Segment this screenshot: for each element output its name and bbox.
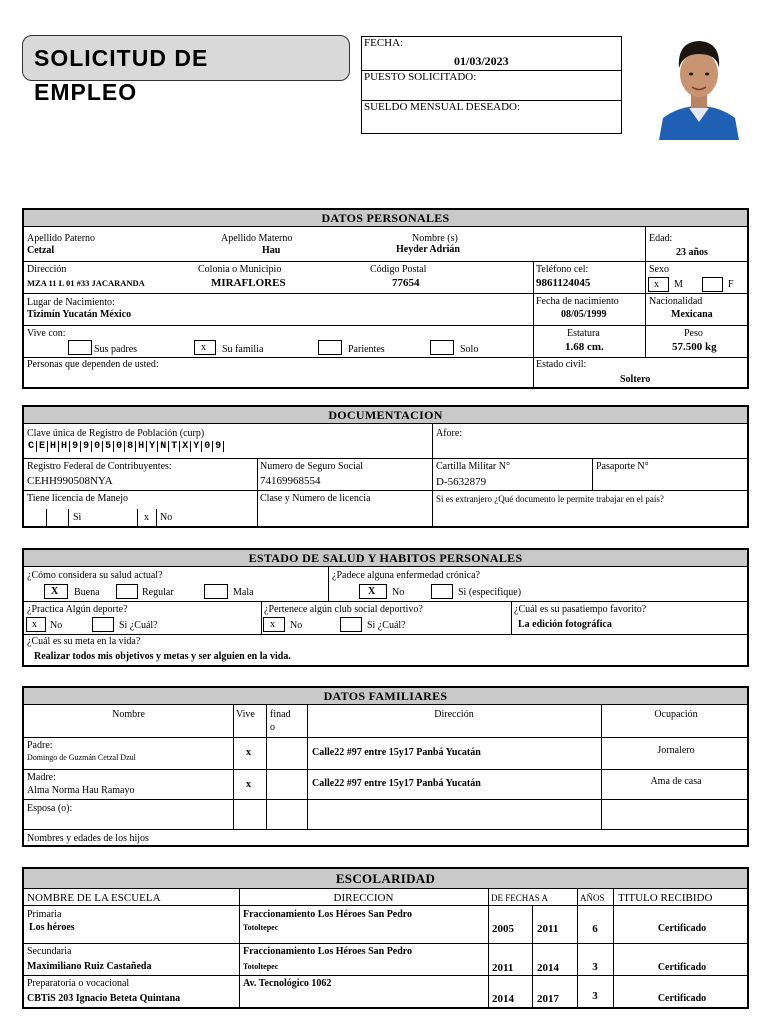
nss-label: Numero de Seguro Social [260,461,364,472]
estado-civil-label: Estado civil: [536,359,587,370]
fecha-nac-label: Fecha de nacimiento [536,296,619,307]
rfc-label: Registro Federal de Contribuyentes: [27,461,172,472]
col-escuela: NOMBRE DE LA ESCUELA [27,892,161,904]
col-direccion: DIRECCION [333,892,394,904]
colonia-value[interactable]: MIRAFLORES [211,277,286,289]
curp-char: 9 [81,441,92,452]
salud-buena-label: Buena [74,587,100,598]
edad-value[interactable]: 23 años [676,247,708,258]
esposa-label: Esposa (o): [27,803,73,814]
header-fields [361,36,622,134]
section-escolaridad [22,867,749,1009]
escuela-anos[interactable]: 3 [592,961,598,973]
sexo-f-checkbox[interactable] [702,277,723,292]
sexo-label: Sexo [649,264,669,275]
vive-solo-label: Solo [460,344,479,355]
licencia-label: Tiene licencia de Manejo [27,493,128,504]
meta-value[interactable]: Realizar todos mis objetivos y metas y ser alguien en la vida. [34,651,291,662]
salud-mala-checkbox[interactable] [204,584,228,599]
apellido-materno-label: Apellido Materno [221,233,293,244]
cartilla-value[interactable]: D-5632879 [436,476,487,488]
escuela-direccion-2[interactable]: Totoltepec [243,962,279,971]
deporte-si-label: Si ¿Cuál? [119,620,158,631]
lugar-label: Lugar de Nacimiento: [27,297,115,308]
vive-label: Vive con: [27,328,66,339]
escuela-anos[interactable]: 6 [592,923,598,935]
fecha-nac-value[interactable]: 08/05/1999 [561,309,607,320]
cp-label: Código Postal [370,264,427,275]
escuela-direccion[interactable]: Fraccionamiento Los Héroes San Pedro [243,946,413,957]
padre-label: Padre: [27,740,53,751]
club-question: ¿Pertenece algún club social deportivo? [264,604,423,615]
escuela-nivel: Preparatoria o vocacional [27,978,130,989]
nss-value[interactable]: 74169968554 [260,475,321,487]
escuela-de[interactable]: 2011 [492,962,514,974]
vive-parientes-checkbox[interactable] [318,340,342,355]
curp-char: 0 [202,441,213,452]
deporte-no-checkbox[interactable]: x [26,617,46,632]
curp-char: 8 [125,441,136,452]
nacionalidad-value[interactable]: Mexicana [671,309,713,320]
curp-char: C [26,441,37,452]
escuela-nivel: Primaria [27,909,62,920]
peso-label: Peso [684,328,703,339]
curp-char: 0 [114,441,125,452]
vive-familia-checkbox[interactable]: x [194,340,216,355]
escuela-a[interactable]: 2011 [537,923,559,935]
curp-label: Clave única de Registro de Población (curp) [27,428,205,439]
salud-buena-checkbox[interactable]: X [44,584,68,599]
section-familiares [22,686,749,847]
section-title: DATOS PERSONALES [24,210,747,227]
deporte-no-label: No [50,620,63,631]
escuela-titulo[interactable]: Certificado [657,923,707,934]
direccion-label: Dirección [27,264,67,275]
hijos-label: Nombres y edades de los hijos [27,833,149,844]
nombres-value[interactable]: Heyder Adrián [396,244,460,255]
colonia-label: Colonia o Municipio [198,264,282,275]
edad-label: Edad: [649,233,673,244]
fecha-value: 01/03/2023 [454,54,509,68]
curp-char: 9 [70,441,81,452]
rfc-value[interactable]: CEHH990508NYA [27,475,113,487]
cronica-question: ¿Padece alguna enfermedad crónica? [332,570,480,581]
col-fechas: DE FECHAS A [491,893,549,903]
vive-padres-checkbox[interactable] [68,340,92,355]
escuela-nivel: Secundaria [27,946,72,957]
apellido-paterno-value[interactable]: Cetzal [27,245,55,256]
clase-licencia-label: Clase y Numero de licencia [260,493,371,504]
lugar-value[interactable]: Tizimín Yucatán México [27,309,132,320]
curp-char: H [59,441,70,452]
dependientes-label: Personas que dependen de usted: [27,359,159,370]
club-si-label: Si ¿Cuál? [367,620,406,631]
escuela-titulo[interactable]: Certificado [657,993,707,1004]
cronica-si-label: Si (especifique) [458,587,522,598]
deporte-question: ¿Practica Algún deporte? [27,604,128,615]
fecha-label: FECHA: [364,37,404,49]
apellido-materno-value[interactable]: Hau [262,245,281,256]
vive-parientes-label: Parientes [348,344,385,355]
puesto-label: PUESTO SOLICITADO: [364,71,477,83]
sexo-m-label: M [674,279,683,290]
escuela-direccion[interactable]: Av. Tecnológico 1062 [243,978,332,989]
escuela-de[interactable]: 2014 [492,993,514,1005]
escuela-nombre[interactable]: CBTiS 203 Ignacio Beteta Quintana [27,993,181,1004]
vive-solo-checkbox[interactable] [430,340,454,355]
col-finado-a: finad [270,709,291,720]
escuela-a[interactable]: 2014 [537,962,559,974]
extranjero-label: Si es extranjero ¿Qué documento le permite trabajar en el país? [436,494,664,504]
salud-mala-label: Mala [233,587,254,598]
col-anos: AÑOS [580,893,605,903]
section-salud [22,548,749,667]
col-nombre: Nombre [112,709,145,720]
cp-value[interactable]: 77654 [392,277,420,289]
escuela-nombre[interactable]: Maximiliano Ruiz Castañeda [27,961,152,972]
nombres-label: Nombre (s) [412,233,458,244]
salud-regular-label: Regular [142,587,174,598]
escuela-direccion-2[interactable]: Totoltepec [243,923,279,932]
curp-char: T [169,441,180,452]
curp-char: E [37,441,48,452]
curp-char: H [136,441,147,452]
vive-padres-label: Sus padres [94,344,138,355]
section-title: ESCOLARIDAD [24,869,747,889]
cronica-si-checkbox[interactable] [431,584,453,599]
escuela-direccion[interactable]: Fraccionamiento Los Héroes San Pedro [243,909,413,920]
club-si-checkbox[interactable] [340,617,362,632]
curp-char: 5 [103,441,114,452]
madre-vive[interactable]: x [246,779,251,790]
direccion-value[interactable]: MZA 11 L 01 #33 JACARANDA [27,278,145,288]
escuela-a[interactable]: 2017 [537,993,559,1005]
section-title: DOCUMENTACION [24,407,747,424]
madre-label: Madre: [27,772,56,783]
col-finado-b: o [270,722,275,733]
sueldo-label: SUELDO MENSUAL DESEADO: [364,101,521,113]
salud-question: ¿Cómo considera su salud actual? [27,570,163,581]
applicant-photo [659,32,739,140]
peso-value[interactable]: 57.500 kg [672,341,717,353]
telefono-value[interactable]: 9861124045 [536,277,591,289]
curp-char: 0 [92,441,103,452]
nacionalidad-label: Nacionalidad [649,296,703,307]
meta-question: ¿Cuál es su meta en la vida? [27,636,141,647]
curp-char: Y [147,441,158,452]
curp-value[interactable] [26,441,224,452]
licencia-si-label[interactable]: Si [73,512,82,523]
apellido-paterno-label: Apellido Paterno [27,233,96,244]
fecha-field[interactable] [362,37,621,71]
padre-direccion[interactable]: Calle22 #97 entre 15y17 Panbá Yucatán [312,747,481,758]
madre-ocupacion[interactable]: Ama de casa [650,776,702,787]
curp-char: H [48,441,59,452]
cartilla-label: Cartilla Militar N° [436,461,510,472]
padre-vive[interactable]: x [246,747,251,758]
escuela-titulo[interactable]: Certificado [657,962,707,973]
col-vive: Vive [236,709,255,720]
madre-direccion[interactable]: Calle22 #97 entre 15y17 Panbá Yucatán [312,778,481,789]
section-datos-personales [22,208,749,389]
pasatiempo-value[interactable]: La edición fotográfica [518,619,612,630]
cronica-no-checkbox[interactable]: X [359,584,387,599]
sueldo-field[interactable] [362,101,621,132]
curp-char: N [158,441,169,452]
padre-ocupacion[interactable]: Jornalero [657,745,695,756]
col-titulo: TITULO RECIBIDO [618,892,713,904]
section-title: ESTADO DE SALUD Y HABITOS PERSONALES [24,550,747,567]
licencia-no-mark[interactable]: x [144,512,149,523]
escuela-de[interactable]: 2005 [492,923,514,935]
col-direccion: Dirección [434,709,474,720]
section-documentacion [22,405,749,528]
curp-char: 9 [213,441,224,452]
madre-name[interactable]: Alma Norma Hau Ramayo [27,785,135,796]
pasaporte-label: Pasaporte N° [596,461,649,472]
club-no-checkbox[interactable]: x [263,617,285,632]
sexo-m-checkbox[interactable]: x [648,277,669,292]
form-title-line2: EMPLEO [34,79,138,105]
telefono-label: Teléfono cel: [536,264,589,275]
pasatiempo-question: ¿Cuál es su pasatiempo favorito? [514,604,647,615]
estado-civil-value[interactable]: Soltero [620,374,651,385]
col-ocupacion: Ocupación [654,709,698,720]
deporte-si-checkbox[interactable] [92,617,114,632]
curp-char: Y [191,441,202,452]
padre-name[interactable]: Domingo de Guzmán Cetzal Dzul [27,753,136,762]
escuela-anos[interactable]: 3 [592,990,598,1002]
escuela-nombre[interactable]: Los héroes [29,922,75,933]
vive-familia-label: Su familia [222,344,264,355]
section-title: DATOS FAMILIARES [24,688,747,705]
cronica-no-label: No [392,587,405,598]
sexo-f-label: F [728,279,734,290]
salud-regular-checkbox[interactable] [116,584,138,599]
curp-char: X [180,441,191,452]
form-title-line1: SOLICITUD DE [34,45,209,71]
club-no-label: No [290,620,303,631]
afore-label: Afore: [436,428,463,439]
puesto-field[interactable] [362,71,621,101]
licencia-no-label: No [160,512,173,523]
estatura-label: Estatura [567,328,600,339]
estatura-value[interactable]: 1.68 cm. [565,341,604,353]
